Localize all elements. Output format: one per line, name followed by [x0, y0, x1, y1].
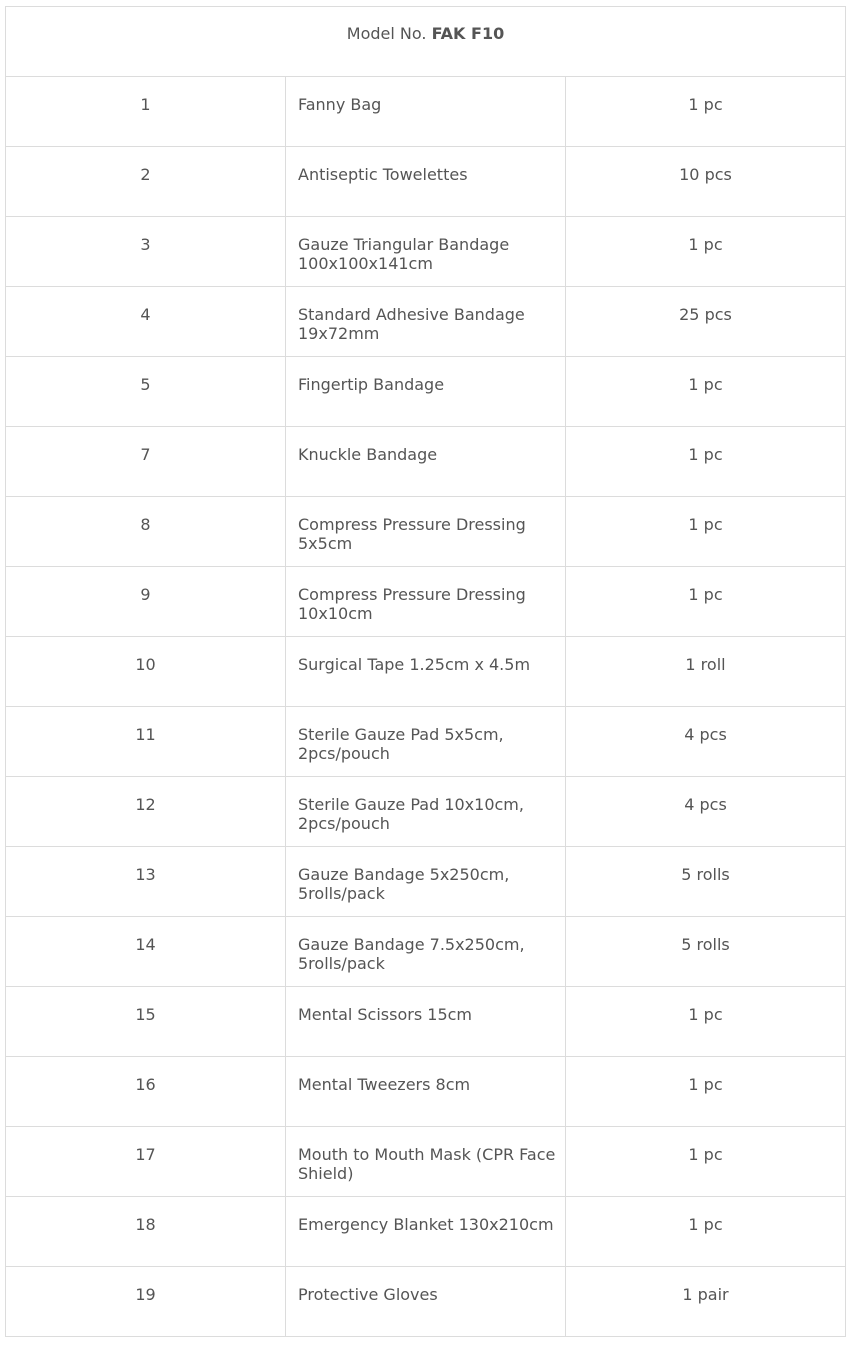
item-name: Gauze Bandage 7.5x250cm, 5rolls/pack — [286, 917, 566, 987]
item-number: 7 — [6, 427, 286, 497]
item-name: Compress Pressure Dressing 10x10cm — [286, 567, 566, 637]
item-number: 8 — [6, 497, 286, 567]
kit-contents-table — [5, 6, 846, 1337]
model-header — [6, 7, 846, 77]
item-quantity: 1 pc — [566, 567, 846, 637]
table-row — [6, 637, 846, 707]
item-quantity: 1 pc — [566, 1127, 846, 1197]
item-quantity: 1 pc — [566, 1057, 846, 1127]
table-row — [6, 287, 846, 357]
item-number: 10 — [6, 637, 286, 707]
item-quantity: 4 pcs — [566, 777, 846, 847]
item-quantity: 1 pc — [566, 987, 846, 1057]
table-row — [6, 567, 846, 637]
item-quantity: 10 pcs — [566, 147, 846, 217]
item-name: Mental Scissors 15cm — [286, 987, 566, 1057]
item-number: 16 — [6, 1057, 286, 1127]
item-number: 17 — [6, 1127, 286, 1197]
item-number: 12 — [6, 777, 286, 847]
item-number: 14 — [6, 917, 286, 987]
table-row — [6, 357, 846, 427]
item-name: Sterile Gauze Pad 10x10cm, 2pcs/pouch — [286, 777, 566, 847]
item-name: Mental Tweezers 8cm — [286, 1057, 566, 1127]
item-quantity: 1 pc — [566, 427, 846, 497]
item-quantity: 1 pc — [566, 357, 846, 427]
item-name: Fingertip Bandage — [286, 357, 566, 427]
item-number: 4 — [6, 287, 286, 357]
item-name: Protective Gloves — [286, 1267, 566, 1337]
item-name: Standard Adhesive Bandage 19x72mm — [286, 287, 566, 357]
item-quantity: 25 pcs — [566, 287, 846, 357]
table-row — [6, 1267, 846, 1337]
item-number: 3 — [6, 217, 286, 287]
table-row — [6, 917, 846, 987]
item-quantity: 1 pair — [566, 1267, 846, 1337]
item-name: Knuckle Bandage — [286, 427, 566, 497]
item-name: Surgical Tape 1.25cm x 4.5m — [286, 637, 566, 707]
item-name: Fanny Bag — [286, 77, 566, 147]
item-quantity: 5 rolls — [566, 847, 846, 917]
item-quantity: 1 pc — [566, 77, 846, 147]
table-row — [6, 847, 846, 917]
table-row — [6, 427, 846, 497]
header-row — [6, 7, 846, 77]
item-number: 13 — [6, 847, 286, 917]
table-row — [6, 497, 846, 567]
item-quantity: 5 rolls — [566, 917, 846, 987]
table-row — [6, 217, 846, 287]
item-name: Gauze Triangular Bandage 100x100x141cm — [286, 217, 566, 287]
table-row — [6, 987, 846, 1057]
item-number: 1 — [6, 77, 286, 147]
item-number: 19 — [6, 1267, 286, 1337]
item-number: 9 — [6, 567, 286, 637]
item-name: Mouth to Mouth Mask (CPR Face Shield) — [286, 1127, 566, 1197]
item-quantity: 1 roll — [566, 637, 846, 707]
item-number: 18 — [6, 1197, 286, 1267]
item-name: Emergency Blanket 130x210cm — [286, 1197, 566, 1267]
table-row — [6, 777, 846, 847]
item-quantity: 1 pc — [566, 1197, 846, 1267]
table-body — [6, 77, 846, 1337]
table-row — [6, 77, 846, 147]
item-quantity: 1 pc — [566, 497, 846, 567]
model-number: FAK F10 — [431, 24, 505, 43]
item-name: Sterile Gauze Pad 5x5cm, 2pcs/pouch — [286, 707, 566, 777]
item-name: Gauze Bandage 5x250cm, 5rolls/pack — [286, 847, 566, 917]
item-name: Compress Pressure Dressing 5x5cm — [286, 497, 566, 567]
item-number: 11 — [6, 707, 286, 777]
item-number: 15 — [6, 987, 286, 1057]
item-quantity: 4 pcs — [566, 707, 846, 777]
item-number: 2 — [6, 147, 286, 217]
table-row — [6, 1127, 846, 1197]
table-row — [6, 707, 846, 777]
table-row — [6, 147, 846, 217]
model-prefix: Model No. — [346, 24, 427, 43]
item-number: 5 — [6, 357, 286, 427]
item-name: Antiseptic Towelettes — [286, 147, 566, 217]
table-row — [6, 1197, 846, 1267]
item-quantity: 1 pc — [566, 217, 846, 287]
table-row — [6, 1057, 846, 1127]
